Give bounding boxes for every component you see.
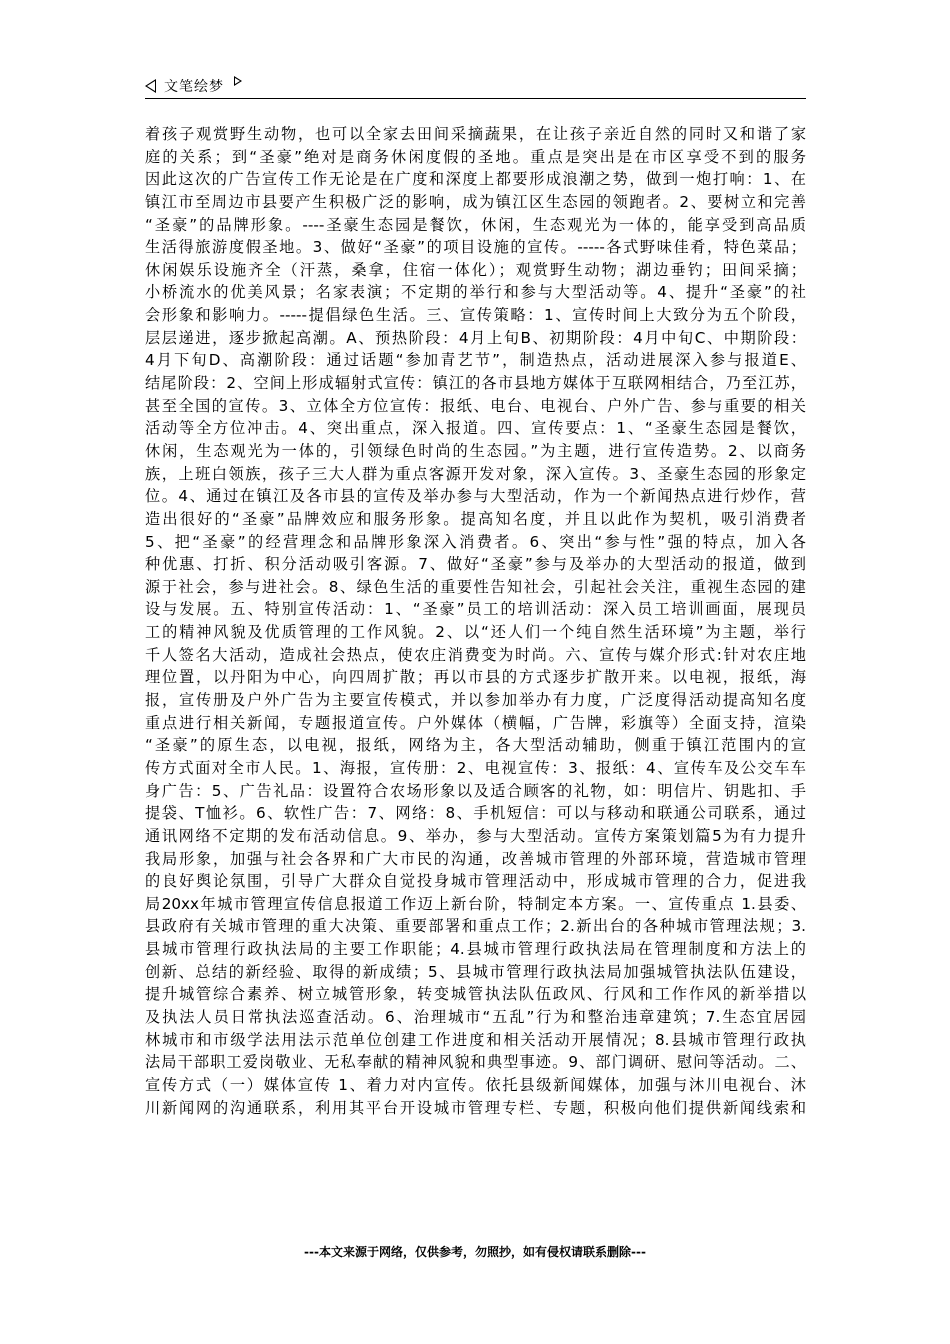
body-line: 小桥流水的优美风景；名家表演；不定期的举行和参与大型活动等。4、提升“圣豪”的社 — [145, 283, 806, 302]
body-line: 源于社会，参与进社会。8、绿色生活的重要性告知社会，引起社会关注，重视生态园的建 — [145, 577, 806, 596]
body-line: “圣豪”的原生态，以电视，报纸，网络为主，各大型活动辅助，侧重于镇江范围内的宣 — [145, 736, 806, 755]
body-line: 活动等全方位冲击。4、突出重点，深入报道。四、宣传要点：1、“圣豪生态园是餐饮， — [145, 419, 806, 438]
body-line: 传方式面对全市人民。1、海报，宣传册：2、电视宣传：3、报纸：4、宣传车及公交车车 — [145, 758, 806, 777]
body-line: 层层递进，逐步掀起高潮。A、预热阶段：4月上旬B、初期阶段：4月中旬C、中期阶段： — [145, 328, 806, 347]
body-line: 镇江市至周边市县要产生积极广泛的影响，成为镇江区生态园的领跑者。2、要树立和完善 — [145, 192, 806, 211]
body-line: 创新、总结的新经验、取得的新成绩；5、县城市管理行政执法局加强城管执法队伍建设， — [145, 962, 806, 981]
body-line: 结尾阶段：2、空间上形成辐射式宣传：镇江的各市县地方媒体于互联网相结合，乃至江苏， — [145, 374, 806, 393]
body-line: 着孩子观赏野生动物，也可以全家去田间采摘蔬果，在让孩子亲近自然的同时又和谐了家 — [145, 125, 806, 143]
body-line: 通讯网络不定期的发布活动信息。9、举办，参与大型活动。宣传方案策划篇5为有力提升 — [145, 826, 806, 845]
body-line: 设与发展。五、特别宣传活动：1、“圣豪”员工的培训活动：深入员工培训画面，展现员 — [145, 600, 806, 619]
body-line: 千人签名大活动，造成社会热点，使农庄消费变为时尚。六、宣传与媒介形式:针对农庄地 — [145, 645, 806, 664]
body-line: 休闲娱乐设施齐全（汗蒸，桑拿，住宿一体化）；观赏野生动物；湖边垂钓；田间采摘； — [145, 260, 806, 279]
body-line: 县政府有关城市管理的重大决策、重要部署和重点工作；2.新出台的各种城市管理法规；3. — [145, 917, 806, 936]
footer-notice: ---本文来源于网络，仅供参考，勿照抄，如有侵权请联系删除--- — [304, 1245, 646, 1259]
header-brand: 文笔绘梦 — [164, 79, 224, 95]
body-line: 4月下旬D、高潮阶段：通过话题“参加青艺节”，制造热点，活动进展深入参与报道E、 — [145, 351, 806, 370]
page-header — [145, 74, 806, 98]
body-line: 造出很好的“圣豪”品牌效应和服务形象。提高知名度，并且以此作为契机，吸引消费者 — [145, 509, 806, 528]
body-line: 林城市和市级学法用法示范单位创建工作进度和相关活动开展情况；8.县城市管理行政执 — [145, 1030, 806, 1049]
triangle-left-icon — [145, 79, 156, 93]
body-line: 族，上班白领族，孩子三大人群为重点客源开发对象，深入宣传。3、圣豪生态园的形象定 — [145, 464, 806, 483]
body-line: “圣豪”的品牌形象。----圣豪生态园是餐饮，休闲，生态观光为一体的，能享受到高品质 — [145, 215, 806, 234]
body-line: 5、把“圣豪”的经营理念和品牌形象深入消费者。6、突出“参与性”强的特点，加入各 — [145, 532, 806, 551]
body-line: 休闲，生态观光为一体的，引领绿色时尚的生态园。”为主题，进行宣传造势。2、以商务 — [145, 441, 806, 460]
body-line: 的良好舆论氛围，引导广大群众自觉投身城市管理活动中，形成城市管理的合力，促进我 — [145, 872, 806, 891]
triangle-right-icon — [234, 76, 242, 86]
body-line: 身广告：5、广告礼品：设置符合农场形象以及适合顾客的礼物，如：明信片、钥匙扣、手 — [145, 781, 806, 800]
body-line: 种优惠、打折、积分活动吸引客源。7、做好“圣豪”参与及举办的大型活动的报道，做到 — [145, 555, 806, 574]
header-divider — [145, 98, 806, 99]
body-line: 提袋、T恤衫。6、软性广告：7、网络：8、手机短信：可以与移动和联通公司联系，通过 — [145, 804, 806, 823]
body-line: 报，宣传册及户外广告为主要宣传模式，并以参加举办有力度，广泛度得活动提高知名度 — [145, 691, 806, 710]
body-line: 因此这次的广告宣传工作无论是在广度和深度上都要形成浪潮之势，做到一炮打响：1、在 — [145, 170, 806, 189]
body-line: 县城市管理行政执法局的主要工作职能；4.县城市管理行政执法局在管理制度和方法上的 — [145, 940, 806, 959]
body-line: 位。4、通过在镇江及各市县的宣传及举办参与大型活动，作为一个新闻热点进行炒作，营 — [145, 487, 806, 506]
body-line: 我局形象，加强与社会各界和广大市民的沟通，改善城市管理的外部环境，营造城市管理 — [145, 849, 806, 868]
body-line: 重点进行相关新闻，专题报道宣传。户外媒体（横幅，广告牌，彩旗等）全面支持，渲染 — [145, 713, 806, 732]
body-line: 生活得旅游度假圣地。3、做好“圣豪”的项目设施的宣传。-----各式野味佳肴，特色菜品； — [145, 238, 806, 257]
body-line: 宣传方式（一）媒体宣传 1、着力对内宣传。依托县级新闻媒体，加强与沐川电视台、沐 — [145, 1075, 806, 1094]
body-line: 会形象和影响力。-----提倡绿色生活。三、宣传策略：1、宣传时间上大致分为五个阶段， — [145, 306, 806, 325]
document-body — [145, 123, 806, 1119]
body-line: 庭的关系；到“圣豪”绝对是商务休闲度假的圣地。重点是突出是在市区享受不到的服务 — [145, 147, 806, 166]
body-line: 提升城管综合素养、树立城管形象，转变城管执法队伍政风、行风和工作作风的新举措以 — [145, 985, 806, 1004]
body-line: 局20xx年城市管理宣传信息报道工作迈上新台阶，特制定本方案。一、宣传重点 1.县委、 — [145, 894, 806, 913]
body-line: 川新闻网的沟通联系，利用其平台开设城市管理专栏、专题，积极向他们提供新闻线索和 — [145, 1098, 806, 1117]
body-line: 及执法人员日常执法巡查活动。6、治理城市“五乱”行为和整治违章建筑；7.生态宜居园 — [145, 1007, 806, 1026]
body-line: 甚至全国的宣传。3、立体全方位宣传：报纸、电台、电视台、户外广告、参与重要的相关 — [145, 396, 806, 415]
body-line: 法局干部职工爱岗敬业、无私奉献的精神风貌和典型事迹。9、部门调研、慰问等活动。二、 — [145, 1053, 806, 1072]
body-line: 工的精神风貌及优质管理的工作风貌。2、以“还人们一个纯自然生活环境”为主题，举行 — [145, 623, 806, 642]
body-line: 理位置，以丹阳为中心，向四周扩散；再以市县的方式逐步扩散开来。以电视，报纸，海 — [145, 668, 806, 687]
